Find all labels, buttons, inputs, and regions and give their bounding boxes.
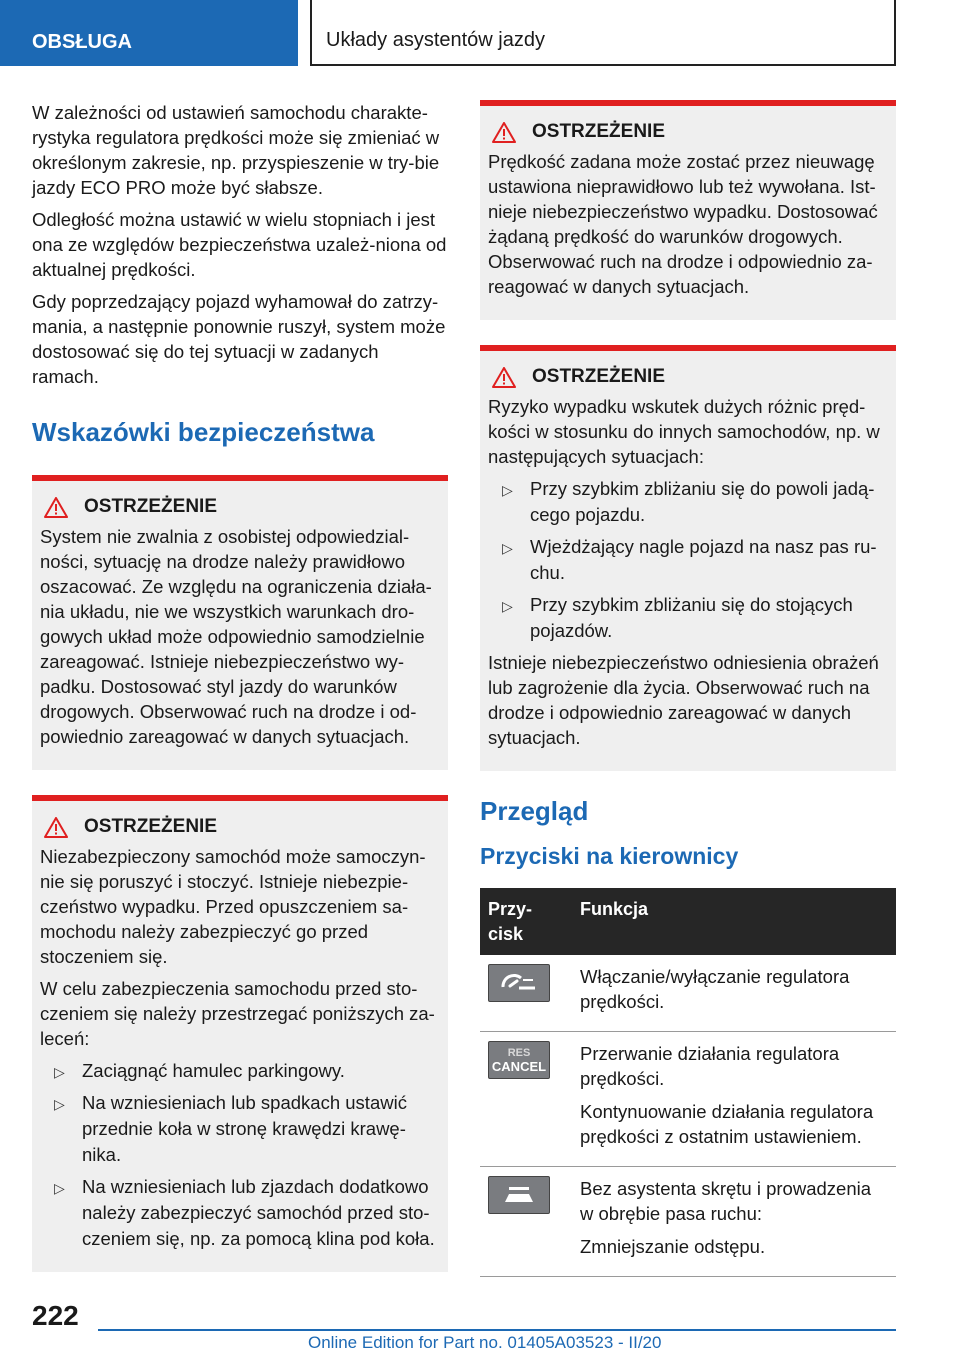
list-item	[488, 534, 888, 586]
column-header-function: Funkcja	[572, 888, 896, 955]
warning-text: System nie zwalnia z osobistej odpowiedzial-ności, sytuację na drodze należy prawidłowo oszacować. Ze względu na ograniczenia działa-nia układu, nie we wszystkich warunkach dro-gowych układ może odpowiednio samodzielnie zareagować. Istnieje niebezpieczeństwo wy-padku. Dostosować styl jazdy do warunków drogowych. Obserwować ruch na drodze i od-powiednio zareagować w danych sytuacjach.	[40, 526, 432, 747]
column-header-button: Przy-cisk	[480, 888, 572, 955]
cancel-label: CANCEL	[491, 1059, 547, 1074]
distance-decrease-icon	[488, 1176, 550, 1214]
warning-box	[480, 100, 896, 320]
function-text: Zmniejszanie odstępu.	[580, 1236, 766, 1257]
edition-note: Online Edition for Part no. 01405A03523 - II/20	[308, 1333, 662, 1352]
warning-header	[488, 121, 888, 143]
section-tab: OBSŁUGA	[0, 0, 298, 66]
warning-box	[480, 345, 896, 771]
warning-text-2: W celu zabezpieczenia samochodu przed sto-czeniem się należy przestrzegać poniższych za-leceń:	[40, 978, 435, 1049]
warning-header	[488, 366, 888, 388]
list-item-text: Zaciągnąć hamulec parkingowy.	[82, 1060, 345, 1081]
warning-header	[40, 496, 440, 518]
buttons-heading: Przyciski na kierownicy	[480, 843, 739, 869]
chapter-title: Układy asystentów jazdy	[311, 0, 896, 66]
table-cell-function	[572, 1167, 896, 1277]
list-item-text: Wjeżdżający nagle pojazd na nasz pas ru-chu.	[530, 536, 877, 583]
table-header-row	[480, 888, 896, 955]
table-row	[480, 1032, 896, 1167]
table-row	[480, 1167, 896, 1277]
warning-box	[32, 795, 448, 1272]
list-item	[40, 1058, 440, 1084]
cruise-control-toggle-icon	[488, 964, 550, 1002]
res-cancel-icon	[488, 1041, 550, 1079]
warning-title: OSTRZEŻENIE	[84, 496, 218, 517]
bullet-triangle-icon: ▷	[54, 1096, 65, 1112]
safety-heading: Wskazówki bezpieczeństwa	[32, 417, 375, 447]
list-item	[40, 1090, 440, 1168]
warning-triangle-icon	[492, 367, 516, 388]
overview-heading: Przegląd	[480, 796, 589, 826]
intro-paragraph-3: Gdy poprzedzający pojazd wyhamował do zatrzy-mania, a następnie ponownie ruszył, system może dostosować się do tej sytuacji w zadanych ramach.	[32, 291, 446, 387]
warning-title: OSTRZEŻENIE	[532, 121, 666, 142]
warning-title: OSTRZEŻENIE	[532, 366, 666, 387]
warning-text: Niezabezpieczony samochód może samoczyn-nie się poruszyć i stoczyć. Istnieje niebezpie-czeństwo wypadku. Przed opuszczeniem sa-mochodu należy zabezpieczyć go przed stoczeniem się.	[40, 846, 426, 967]
buttons-table	[480, 888, 896, 1277]
warning-text: Ryzyko wypadku wskutek dużych różnic pręd-kości w stosunku do innych samochodów, np. w następujących sytuacjach:	[488, 396, 880, 467]
list-item-text: Przy szybkim zbliżaniu się do powoli jadą-cego pojazdu.	[530, 478, 875, 525]
table-cell-icon	[480, 955, 572, 1032]
warning-box	[32, 475, 448, 770]
warning-triangle-icon	[44, 497, 68, 518]
list-item	[40, 1174, 440, 1252]
list-item	[488, 592, 888, 644]
right-column	[480, 100, 896, 1277]
bullet-triangle-icon: ▷	[54, 1064, 65, 1080]
function-text: Kontynuowanie działania regulatora prędkości z ostatnim ustawieniem.	[580, 1101, 874, 1147]
list-item-text: Na wzniesieniach lub spadkach ustawić przednie koła w stronę krawędzi krawę-nika.	[82, 1092, 407, 1165]
warning-list	[488, 476, 888, 644]
table-cell-icon	[480, 1032, 572, 1167]
list-item-text: Przy szybkim zbliżaniu się do stojących pojazdów.	[530, 594, 853, 641]
function-text: Włączanie/wyłączanie regulatora prędkości.	[580, 966, 850, 1012]
bullet-triangle-icon: ▷	[502, 482, 513, 498]
warning-title: OSTRZEŻENIE	[84, 816, 218, 837]
warning-text-2: Istnieje niebezpieczeństwo odniesienia obrażeń lub zagrożenie dla życia. Obserwować ruch na drodze i odpowiednio zareagować w danych sytuacjach.	[488, 652, 879, 748]
warning-triangle-icon	[44, 817, 68, 838]
warning-triangle-icon	[492, 122, 516, 143]
res-label: RES	[507, 1047, 531, 1059]
bullet-triangle-icon: ▷	[54, 1180, 65, 1196]
warning-list	[40, 1058, 440, 1252]
table-cell-function	[572, 1032, 896, 1167]
list-item-text: Na wzniesieniach lub zjazdach dodatkowo należy zabezpieczyć samochód przed sto-czeniem się, np. za pomocą klina pod koła.	[82, 1176, 435, 1249]
list-item	[488, 476, 888, 528]
bullet-triangle-icon: ▷	[502, 540, 513, 556]
warning-header	[40, 816, 440, 838]
bullet-triangle-icon: ▷	[502, 598, 513, 614]
table-cell-function	[572, 955, 896, 1032]
page-number: 222	[32, 1300, 79, 1331]
table-cell-icon	[480, 1167, 572, 1277]
intro-paragraph-2: Odległość można ustawić w wielu stopniach i jest ona ze względów bezpieczeństwa uzależ-niona od aktualnej prędkości.	[32, 209, 447, 280]
function-text: Przerwanie działania regulatora prędkości.	[580, 1043, 840, 1089]
left-column	[32, 100, 448, 1297]
function-text: Bez asystenta skrętu i prowadzenia w obrębie pasa ruchu:	[580, 1178, 872, 1224]
warning-text: Prędkość zadana może zostać przez nieuwagę ustawiona nieprawidłowo lub też wywołana. Ist-nieje niebezpieczeństwo wypadku. Dostosować żądaną prędkość do warunków drogowych. Obserwować ruch na drodze i odpowiednio za-reagować w danych sytuacjach.	[488, 151, 878, 297]
table-row	[480, 955, 896, 1032]
intro-paragraph-1: W zależności od ustawień samochodu charakte-rystyka regulatora prędkości może się zmieniać w określonym zakresie, np. przyspieszenie w try-bie jazdy ECO PRO może być słabsze.	[32, 102, 440, 198]
footer-line	[98, 1329, 896, 1331]
